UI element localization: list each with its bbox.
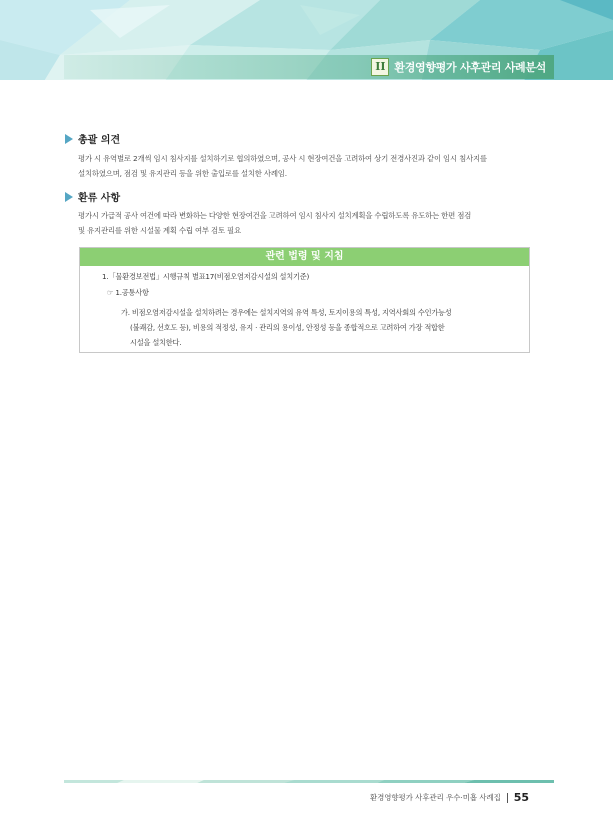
paragraph-line: 설치하였으며, 점검 및 유지관리 등을 위한 출입로를 설치한 사례임.: [78, 169, 287, 178]
law-sub-item-label: 1.공통사항: [115, 288, 149, 297]
triangle-bullet-icon: [65, 134, 73, 144]
triangle-bullet-icon: [65, 192, 73, 202]
law-detail: [121, 305, 452, 350]
law-detail-line: (불쾌감, 선호도 등), 비용의 적정성, 유지 · 관리의 용이성, 안정성 등을 종합적으로 고려하여 가장 적합한: [130, 323, 445, 332]
section-paragraph-summary: [78, 151, 538, 181]
chapter-title-bar: [64, 55, 554, 79]
chapter-title: [371, 58, 546, 76]
law-detail-line: 가. 비점오염저감시설을 설치하려는 경우에는 설치지역의 유역 특성, 토지이용의 특성, 지역사회의 수인가능성: [121, 308, 452, 317]
section-heading-feedback: [65, 189, 120, 204]
chapter-number-badge: II: [371, 58, 389, 76]
section-paragraph-feedback: [78, 208, 538, 238]
related-laws-header: 관련 법령 및 지침: [80, 248, 529, 266]
section-heading-summary: [65, 131, 120, 146]
pointing-hand-icon: ☞: [107, 288, 114, 297]
related-laws-box: [79, 247, 530, 353]
footer-divider: [507, 793, 508, 803]
law-sub-item: [107, 288, 149, 298]
footer: [370, 791, 529, 804]
paragraph-line: 및 유지관리를 위한 시설물 계획 수립 여부 검토 필요: [78, 226, 241, 235]
footer-decorative-bar: [64, 774, 554, 783]
law-detail-line: 시설을 설치한다.: [130, 338, 182, 347]
section-title: 총괄 의견: [78, 135, 121, 146]
footer-book-title: 환경영향평가 사후관리 우수·미흡 사례집: [370, 793, 501, 802]
law-item: 1.「물환경보전법」시행규칙 별표17(비점오염저감시설의 설치기준): [102, 272, 310, 281]
section-title: 환류 사항: [78, 193, 121, 204]
paragraph-line: 평가시 가급적 공사 여건에 따라 변화하는 다양한 현장여건을 고려하여 임시 침사지 설치계획을 수립하도록 유도하는 한편 점검: [78, 211, 472, 220]
chapter-title-text: 환경영향평가 사후관리 사례분석: [394, 61, 546, 74]
page-number: 55: [513, 791, 530, 804]
paragraph-line: 평가 시 유역별로 2개씩 임시 침사지를 설치하기로 협의하였으며, 공사 시 현장여건을 고려하여 상기 전경사진과 같이 임시 침사지를: [78, 154, 487, 163]
